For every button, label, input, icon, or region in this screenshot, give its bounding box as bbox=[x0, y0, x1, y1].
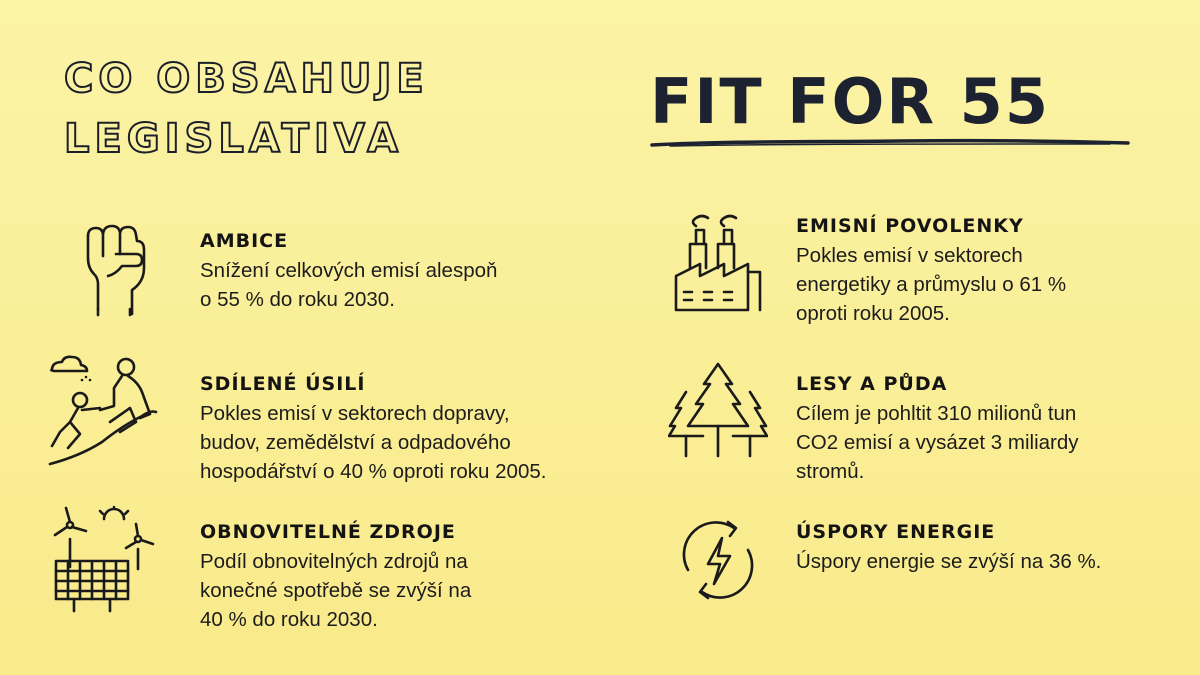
solar-wind-icon bbox=[48, 505, 158, 615]
item-lesy-a-puda bbox=[796, 371, 1200, 486]
brush-underline bbox=[650, 136, 1130, 150]
item-desc bbox=[796, 399, 1200, 486]
item-desc-line: Cílem je pohltit 310 milionů tun bbox=[796, 402, 1077, 425]
item-desc-line: Snížení celkových emisí alespoň bbox=[200, 259, 498, 282]
item-desc bbox=[200, 547, 630, 634]
fist-icon bbox=[74, 224, 154, 319]
item-obnovitelne-zdroje bbox=[200, 519, 630, 634]
item-desc bbox=[796, 547, 1200, 576]
factory-icon bbox=[670, 214, 770, 314]
item-title: AMBICE bbox=[200, 230, 289, 252]
headline-line-1: CO OBSAHUJE bbox=[64, 56, 429, 102]
trees-icon bbox=[668, 362, 768, 462]
item-desc-line: energetiky a průmyslu o 61 % bbox=[796, 273, 1067, 296]
item-ambice bbox=[200, 228, 630, 314]
energy-cycle-icon bbox=[676, 518, 760, 602]
item-desc-line: 40 % do roku 2030. bbox=[200, 608, 378, 631]
item-emisni-povolenky bbox=[796, 213, 1200, 328]
item-title: EMISNÍ POVOLENKY bbox=[796, 215, 1024, 237]
item-desc-line: o 55 % do roku 2030. bbox=[200, 288, 395, 311]
item-title: LESY A PŮDA bbox=[796, 373, 948, 395]
item-desc-line: hospodářství o 40 % oproti roku 2005. bbox=[200, 460, 547, 483]
item-desc-line: oproti roku 2005. bbox=[796, 302, 950, 325]
item-desc-line: CO2 emisí a vysázet 3 miliardy bbox=[796, 431, 1079, 454]
item-desc-line: Pokles emisí v sektorech dopravy, bbox=[200, 402, 510, 425]
item-desc bbox=[200, 399, 630, 486]
item-sdilene-usili bbox=[200, 371, 630, 486]
item-title: SDÍLENÉ ÚSILÍ bbox=[200, 373, 366, 395]
item-desc-line: Pokles emisí v sektorech bbox=[796, 244, 1023, 267]
item-desc-line: Podíl obnovitelných zdrojů na bbox=[200, 550, 468, 573]
item-desc bbox=[200, 256, 630, 314]
item-title: OBNOVITELNÉ ZDROJE bbox=[200, 521, 456, 543]
item-desc-line: konečné spotřebě se zvýší na bbox=[200, 579, 472, 602]
item-desc-line: budov, zemědělství a odpadového bbox=[200, 431, 511, 454]
item-desc-line: Úspory energie se zvýší na 36 %. bbox=[796, 550, 1102, 573]
item-desc-line: stromů. bbox=[796, 460, 865, 483]
headline-line-2: LEGISLATIVA bbox=[64, 116, 404, 162]
item-desc bbox=[796, 241, 1200, 328]
brand-title: FIT FOR 55 bbox=[650, 65, 1050, 138]
item-title: ÚSPORY ENERGIE bbox=[796, 521, 996, 543]
item-uspory-energie bbox=[796, 519, 1200, 576]
climbers-helping-icon bbox=[46, 352, 161, 467]
